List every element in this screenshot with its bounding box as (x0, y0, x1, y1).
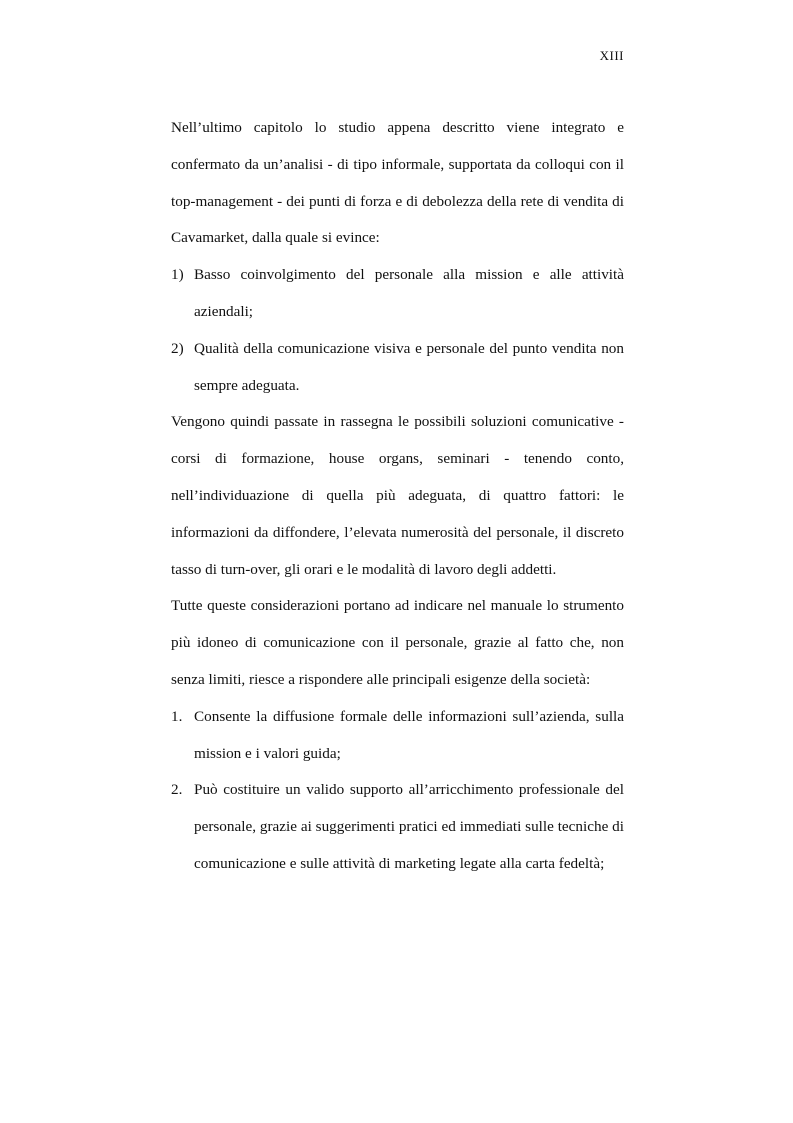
weaknesses-list (171, 257, 624, 404)
list-item-text: Basso coinvolgimento del personale alla mission e alle attività aziendali; (194, 266, 624, 320)
paragraph-solutions: Vengono quindi passate in rassegna le possibili soluzioni comunicative - corsi di formazione, house organs, seminari - tenendo conto, nell’individuazione di quella più adeguata, di quattro fattori: le informazioni da diffondere, l’elevata numerosità del personale, il discreto tasso di turn-over, gli orari e le modalità di lavoro degli addetti. (171, 413, 624, 578)
list-marker: 2. (171, 781, 183, 799)
requirements-list (171, 699, 624, 883)
list-item-text: Consente la diffusione formale delle informazioni sull’azienda, sulla mission e i valori guida; (194, 707, 624, 762)
list-item (171, 772, 624, 882)
list-item (171, 699, 624, 773)
list-item-text: Qualità della comunicazione visiva e personale del punto vendita non sempre adeguata. (194, 339, 624, 394)
list-marker: 2) (171, 339, 184, 357)
list-item (171, 331, 624, 405)
list-marker: 1) (171, 266, 184, 284)
list-item-text: Può costituire un valido supporto all’arricchimento professionale del personale, grazie ai suggerimenti pratici ed immediati sulle tecniche di comunicazione e sulle attività di marketing legate alla carta fedeltà; (194, 781, 624, 872)
document-body (171, 110, 624, 883)
paragraph-intro: Nell’ultimo capitolo lo studio appena descritto viene integrato e confermato da un’analisi - di tipo informale, supportata da colloqui con il top-management - dei punti di forza e di debolezza della rete di vendita di Cavamarket, dalla quale si evince: (171, 119, 624, 247)
list-item (171, 257, 624, 331)
paragraph-conclusion: Tutte queste considerazioni portano ad indicare nel manuale lo strumento più idoneo di comunicazione con il personale, grazie al fatto che, non senza limiti, riesce a rispondere alle principali esigenze della società: (171, 597, 624, 688)
list-marker: 1. (171, 707, 183, 725)
page-number: XIII (599, 48, 624, 63)
